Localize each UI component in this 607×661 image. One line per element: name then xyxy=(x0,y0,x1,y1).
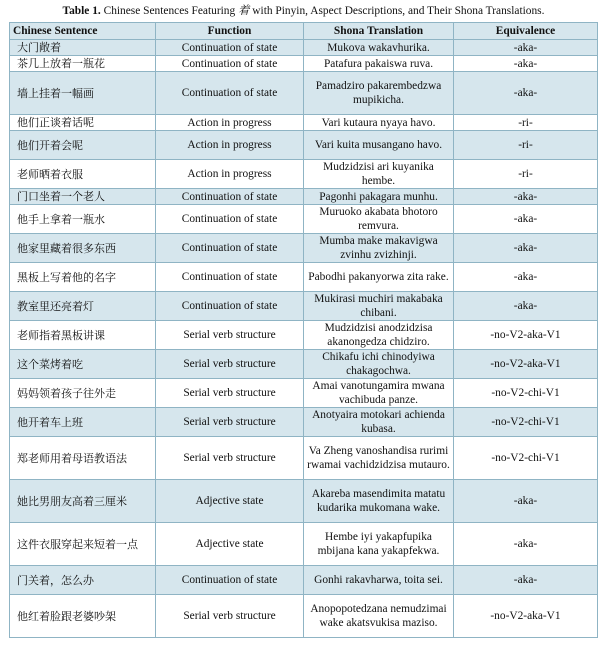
chinese-sentence-cell: 茶几上放着一瓶花 xyxy=(10,56,156,72)
shona-translation-cell: Hembe iyi yakapfupika mbijana kana yakapfekwa. xyxy=(304,523,454,566)
table-row xyxy=(10,523,598,566)
shona-translation-cell: Anotyaira motokari achienda kubasa. xyxy=(304,408,454,437)
shona-translation-cell: Pamadziro pakarembedzwa mupikicha. xyxy=(304,72,454,115)
shona-translation-cell: Mudzidzisi anodzidzisa akanongedza chidziro. xyxy=(304,321,454,350)
shona-translation-cell: Patafura pakaiswa ruva. xyxy=(304,56,454,72)
table-row xyxy=(10,160,598,189)
function-cell: Action in progress xyxy=(156,115,304,131)
shona-translation-cell: Mukova wakavhurika. xyxy=(304,40,454,56)
header-shona-translation: Shona Translation xyxy=(304,23,454,40)
table-row xyxy=(10,408,598,437)
function-cell: Action in progress xyxy=(156,131,304,160)
sentence-table xyxy=(9,22,598,638)
shona-translation-cell: Vari kutaura nyaya havo. xyxy=(304,115,454,131)
table-row xyxy=(10,56,598,72)
chinese-sentence-cell: 他开着车上班 xyxy=(10,408,156,437)
header-equivalence: Equivalence xyxy=(454,23,598,40)
chinese-sentence-cell: 他们开着会呢 xyxy=(10,131,156,160)
table-row xyxy=(10,72,598,115)
function-cell: Continuation of state xyxy=(156,205,304,234)
equivalence-cell: -aka- xyxy=(454,40,598,56)
equivalence-cell: -aka- xyxy=(454,480,598,523)
chinese-sentence-cell: 妈妈领着孩子往外走 xyxy=(10,379,156,408)
shona-translation-cell: Muruoko akabata bhotoro remvura. xyxy=(304,205,454,234)
function-cell: Continuation of state xyxy=(156,40,304,56)
function-cell: Adjective state xyxy=(156,480,304,523)
equivalence-cell: -no-V2-aka-V1 xyxy=(454,350,598,379)
shona-translation-cell: Mudzidzisi ari kuyanika hembe. xyxy=(304,160,454,189)
function-cell: Continuation of state xyxy=(156,56,304,72)
header-row xyxy=(10,23,598,40)
table-row xyxy=(10,321,598,350)
chinese-sentence-cell: 他家里藏着很多东西 xyxy=(10,234,156,263)
shona-translation-cell: Pabodhi pakanyorwa zita rake. xyxy=(304,263,454,292)
header-function: Function xyxy=(156,23,304,40)
equivalence-cell: -aka- xyxy=(454,189,598,205)
function-cell: Serial verb structure xyxy=(156,379,304,408)
shona-translation-cell: Gonhi rakavharwa, toita sei. xyxy=(304,566,454,595)
chinese-sentence-cell: 老师晒着衣服 xyxy=(10,160,156,189)
equivalence-cell: -ri- xyxy=(454,131,598,160)
chinese-sentence-cell: 老师指着黑板讲课 xyxy=(10,321,156,350)
function-cell: Serial verb structure xyxy=(156,350,304,379)
chinese-sentence-cell: 大门敞着 xyxy=(10,40,156,56)
equivalence-cell: -no-V2-chi-V1 xyxy=(454,379,598,408)
caption-marker: 着 xyxy=(238,5,250,17)
equivalence-cell: -no-V2-chi-V1 xyxy=(454,408,598,437)
table-row xyxy=(10,189,598,205)
function-cell: Continuation of state xyxy=(156,292,304,321)
chinese-sentence-cell: 这个菜烤着吃 xyxy=(10,350,156,379)
table-row xyxy=(10,292,598,321)
function-cell: Continuation of state xyxy=(156,263,304,292)
shona-translation-cell: Pagonhi pakagara munhu. xyxy=(304,189,454,205)
chinese-sentence-cell: 他红着脸跟老婆吵架 xyxy=(10,595,156,638)
table-row xyxy=(10,437,598,480)
function-cell: Continuation of state xyxy=(156,72,304,115)
table-row xyxy=(10,350,598,379)
table-row xyxy=(10,40,598,56)
equivalence-cell: -aka- xyxy=(454,566,598,595)
equivalence-cell: -ri- xyxy=(454,115,598,131)
equivalence-cell: -aka- xyxy=(454,292,598,321)
equivalence-cell: -aka- xyxy=(454,56,598,72)
chinese-sentence-cell: 他手上拿着一瓶水 xyxy=(10,205,156,234)
chinese-sentence-cell: 门口坐着一个老人 xyxy=(10,189,156,205)
shona-translation-cell: Vari kuita musangano havo. xyxy=(304,131,454,160)
chinese-sentence-cell: 教室里还亮着灯 xyxy=(10,292,156,321)
shona-translation-cell: Amai vanotungamira mwana vachibuda panze. xyxy=(304,379,454,408)
table-row xyxy=(10,566,598,595)
shona-translation-cell: Anopopotedzana nemudzimai wake akatsvukisa maziso. xyxy=(304,595,454,638)
function-cell: Continuation of state xyxy=(156,566,304,595)
function-cell: Serial verb structure xyxy=(156,595,304,638)
equivalence-cell: -ri- xyxy=(454,160,598,189)
shona-translation-cell: Mukirasi muchiri makabaka chibani. xyxy=(304,292,454,321)
equivalence-cell: -aka- xyxy=(454,72,598,115)
shona-translation-cell: Chikafu ichi chinodyiwa chakagochwa. xyxy=(304,350,454,379)
function-cell: Serial verb structure xyxy=(156,321,304,350)
equivalence-cell: -no-V2-aka-V1 xyxy=(454,595,598,638)
chinese-sentence-cell: 墙上挂着一幅画 xyxy=(10,72,156,115)
shona-translation-cell: Mumba make makavigwa zvinhu zvizhinji. xyxy=(304,234,454,263)
equivalence-cell: -aka- xyxy=(454,523,598,566)
table-row xyxy=(10,205,598,234)
table-row xyxy=(10,263,598,292)
function-cell: Continuation of state xyxy=(156,189,304,205)
header-chinese-sentence: Chinese Sentence xyxy=(10,23,156,40)
chinese-sentence-cell: 她比男朋友高着三厘米 xyxy=(10,480,156,523)
table-row xyxy=(10,595,598,638)
caption-text-after: with Pinyin, Aspect Descriptions, and Their Shona Translations. xyxy=(249,5,545,17)
function-cell: Serial verb structure xyxy=(156,437,304,480)
chinese-sentence-cell: 门关着，怎么办 xyxy=(10,566,156,595)
equivalence-cell: -no-V2-chi-V1 xyxy=(454,437,598,480)
caption-text-before: Chinese Sentences Featuring xyxy=(100,5,239,17)
shona-translation-cell: Va Zheng vanoshandisa rurimi rwamai vachidzidzisa mutauro. xyxy=(304,437,454,480)
chinese-sentence-cell: 黑板上写着他的名字 xyxy=(10,263,156,292)
table-row xyxy=(10,131,598,160)
shona-translation-cell: Akareba masendimita matatu kudarika mukomana wake. xyxy=(304,480,454,523)
function-cell: Adjective state xyxy=(156,523,304,566)
function-cell: Continuation of state xyxy=(156,234,304,263)
table-row xyxy=(10,234,598,263)
chinese-sentence-cell: 他们正谈着话呢 xyxy=(10,115,156,131)
table-row xyxy=(10,379,598,408)
equivalence-cell: -aka- xyxy=(454,205,598,234)
equivalence-cell: -aka- xyxy=(454,234,598,263)
table-body xyxy=(10,40,598,638)
chinese-sentence-cell: 这件衣服穿起来短着一点 xyxy=(10,523,156,566)
table-row xyxy=(10,480,598,523)
function-cell: Action in progress xyxy=(156,160,304,189)
equivalence-cell: -aka- xyxy=(454,263,598,292)
function-cell: Serial verb structure xyxy=(156,408,304,437)
table-row xyxy=(10,115,598,131)
equivalence-cell: -no-V2-aka-V1 xyxy=(454,321,598,350)
chinese-sentence-cell: 郑老师用着母语教语法 xyxy=(10,437,156,480)
table-caption xyxy=(0,2,607,18)
caption-label: Table 1. xyxy=(62,5,101,17)
